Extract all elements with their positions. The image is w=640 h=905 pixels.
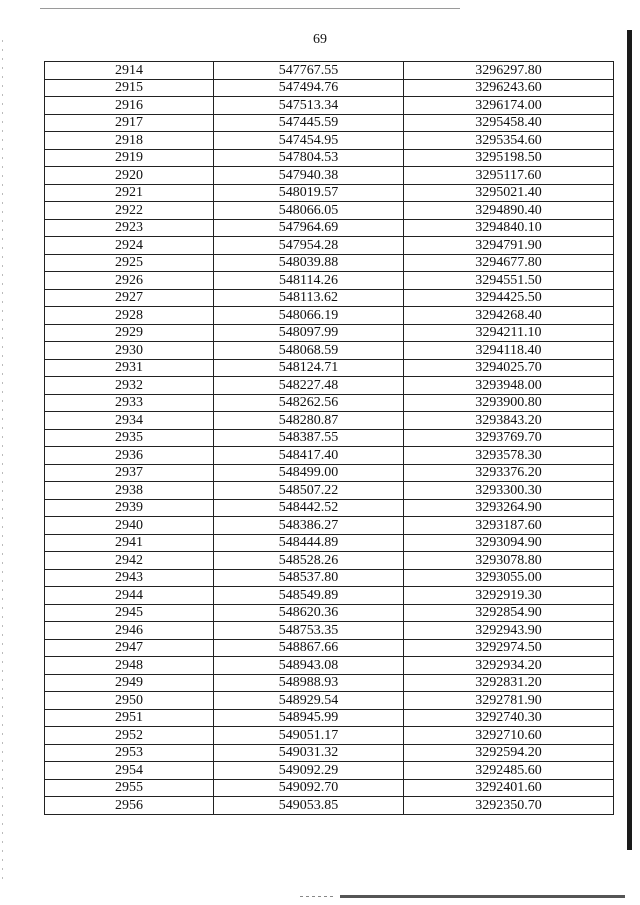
bottom-dots bbox=[300, 896, 336, 897]
coordinates-table bbox=[44, 61, 614, 815]
y-coordinate-cell: 3296243.60 bbox=[404, 79, 614, 97]
table-row bbox=[45, 307, 614, 325]
x-coordinate-cell: 549031.32 bbox=[214, 744, 404, 762]
point-number-cell: 2937 bbox=[45, 464, 214, 482]
x-coordinate-cell: 547454.95 bbox=[214, 132, 404, 150]
table-row bbox=[45, 482, 614, 500]
y-coordinate-cell: 3292740.30 bbox=[404, 709, 614, 727]
x-coordinate-cell: 548444.89 bbox=[214, 534, 404, 552]
x-coordinate-cell: 548124.71 bbox=[214, 359, 404, 377]
table-row bbox=[45, 779, 614, 797]
x-coordinate-cell: 547954.28 bbox=[214, 237, 404, 255]
table-row bbox=[45, 639, 614, 657]
y-coordinate-cell: 3294890.40 bbox=[404, 202, 614, 220]
table-row bbox=[45, 709, 614, 727]
x-coordinate-cell: 548039.88 bbox=[214, 254, 404, 272]
x-coordinate-cell: 547445.59 bbox=[214, 114, 404, 132]
point-number-cell: 2940 bbox=[45, 517, 214, 535]
point-number-cell: 2925 bbox=[45, 254, 214, 272]
table-row bbox=[45, 219, 614, 237]
bottom-rule bbox=[340, 895, 625, 898]
table-row bbox=[45, 569, 614, 587]
x-coordinate-cell: 548386.27 bbox=[214, 517, 404, 535]
x-coordinate-cell: 548528.26 bbox=[214, 552, 404, 570]
x-coordinate-cell: 548114.26 bbox=[214, 272, 404, 290]
coordinates-table-body bbox=[45, 62, 614, 815]
point-number-cell: 2914 bbox=[45, 62, 214, 80]
table-row bbox=[45, 359, 614, 377]
point-number-cell: 2921 bbox=[45, 184, 214, 202]
y-coordinate-cell: 3295458.40 bbox=[404, 114, 614, 132]
x-coordinate-cell: 548943.08 bbox=[214, 657, 404, 675]
table-row bbox=[45, 394, 614, 412]
x-coordinate-cell: 548066.05 bbox=[214, 202, 404, 220]
y-coordinate-cell: 3295021.40 bbox=[404, 184, 614, 202]
point-number-cell: 2917 bbox=[45, 114, 214, 132]
point-number-cell: 2916 bbox=[45, 97, 214, 115]
point-number-cell: 2943 bbox=[45, 569, 214, 587]
y-coordinate-cell: 3292934.20 bbox=[404, 657, 614, 675]
x-coordinate-cell: 548068.59 bbox=[214, 342, 404, 360]
y-coordinate-cell: 3294791.90 bbox=[404, 237, 614, 255]
point-number-cell: 2926 bbox=[45, 272, 214, 290]
y-coordinate-cell: 3294118.40 bbox=[404, 342, 614, 360]
x-coordinate-cell: 548262.56 bbox=[214, 394, 404, 412]
x-coordinate-cell: 548019.57 bbox=[214, 184, 404, 202]
table-row bbox=[45, 289, 614, 307]
table-row bbox=[45, 674, 614, 692]
x-coordinate-cell: 547804.53 bbox=[214, 149, 404, 167]
x-coordinate-cell: 548620.36 bbox=[214, 604, 404, 622]
table-row bbox=[45, 254, 614, 272]
point-number-cell: 2955 bbox=[45, 779, 214, 797]
x-coordinate-cell: 548113.62 bbox=[214, 289, 404, 307]
x-coordinate-cell: 548280.87 bbox=[214, 412, 404, 430]
table-row bbox=[45, 97, 614, 115]
table-row bbox=[45, 377, 614, 395]
table-row bbox=[45, 412, 614, 430]
y-coordinate-cell: 3293843.20 bbox=[404, 412, 614, 430]
table-row bbox=[45, 429, 614, 447]
y-coordinate-cell: 3293900.80 bbox=[404, 394, 614, 412]
table-row bbox=[45, 499, 614, 517]
x-coordinate-cell: 548227.48 bbox=[214, 377, 404, 395]
table-row bbox=[45, 587, 614, 605]
table-row bbox=[45, 114, 614, 132]
point-number-cell: 2920 bbox=[45, 167, 214, 185]
table-row bbox=[45, 552, 614, 570]
x-coordinate-cell: 547940.38 bbox=[214, 167, 404, 185]
table-row bbox=[45, 447, 614, 465]
point-number-cell: 2919 bbox=[45, 149, 214, 167]
point-number-cell: 2923 bbox=[45, 219, 214, 237]
x-coordinate-cell: 548549.89 bbox=[214, 587, 404, 605]
x-coordinate-cell: 548753.35 bbox=[214, 622, 404, 640]
x-coordinate-cell: 548499.00 bbox=[214, 464, 404, 482]
x-coordinate-cell: 549053.85 bbox=[214, 797, 404, 815]
x-coordinate-cell: 549051.17 bbox=[214, 727, 404, 745]
point-number-cell: 2929 bbox=[45, 324, 214, 342]
y-coordinate-cell: 3293769.70 bbox=[404, 429, 614, 447]
point-number-cell: 2953 bbox=[45, 744, 214, 762]
point-number-cell: 2928 bbox=[45, 307, 214, 325]
y-coordinate-cell: 3293376.20 bbox=[404, 464, 614, 482]
x-coordinate-cell: 547513.34 bbox=[214, 97, 404, 115]
point-number-cell: 2945 bbox=[45, 604, 214, 622]
y-coordinate-cell: 3295354.60 bbox=[404, 132, 614, 150]
x-coordinate-cell: 547494.76 bbox=[214, 79, 404, 97]
table-row bbox=[45, 272, 614, 290]
point-number-cell: 2932 bbox=[45, 377, 214, 395]
point-number-cell: 2936 bbox=[45, 447, 214, 465]
table-row bbox=[45, 657, 614, 675]
point-number-cell: 2933 bbox=[45, 394, 214, 412]
point-number-cell: 2950 bbox=[45, 692, 214, 710]
y-coordinate-cell: 3294425.50 bbox=[404, 289, 614, 307]
y-coordinate-cell: 3294268.40 bbox=[404, 307, 614, 325]
point-number-cell: 2927 bbox=[45, 289, 214, 307]
table-row bbox=[45, 342, 614, 360]
x-coordinate-cell: 548387.55 bbox=[214, 429, 404, 447]
point-number-cell: 2935 bbox=[45, 429, 214, 447]
table-row bbox=[45, 149, 614, 167]
point-number-cell: 2915 bbox=[45, 79, 214, 97]
y-coordinate-cell: 3294025.70 bbox=[404, 359, 614, 377]
point-number-cell: 2951 bbox=[45, 709, 214, 727]
y-coordinate-cell: 3292919.30 bbox=[404, 587, 614, 605]
y-coordinate-cell: 3293078.80 bbox=[404, 552, 614, 570]
table-row bbox=[45, 464, 614, 482]
x-coordinate-cell: 548097.99 bbox=[214, 324, 404, 342]
table-row bbox=[45, 797, 614, 815]
x-coordinate-cell: 549092.70 bbox=[214, 779, 404, 797]
y-coordinate-cell: 3293187.60 bbox=[404, 517, 614, 535]
y-coordinate-cell: 3293578.30 bbox=[404, 447, 614, 465]
y-coordinate-cell: 3295198.50 bbox=[404, 149, 614, 167]
point-number-cell: 2941 bbox=[45, 534, 214, 552]
y-coordinate-cell: 3292710.60 bbox=[404, 727, 614, 745]
table-row bbox=[45, 692, 614, 710]
point-number-cell: 2922 bbox=[45, 202, 214, 220]
y-coordinate-cell: 3293948.00 bbox=[404, 377, 614, 395]
x-coordinate-cell: 548417.40 bbox=[214, 447, 404, 465]
y-coordinate-cell: 3292485.60 bbox=[404, 762, 614, 780]
y-coordinate-cell: 3293264.90 bbox=[404, 499, 614, 517]
table-row bbox=[45, 184, 614, 202]
point-number-cell: 2946 bbox=[45, 622, 214, 640]
point-number-cell: 2918 bbox=[45, 132, 214, 150]
y-coordinate-cell: 3294211.10 bbox=[404, 324, 614, 342]
x-coordinate-cell: 549092.29 bbox=[214, 762, 404, 780]
y-coordinate-cell: 3292781.90 bbox=[404, 692, 614, 710]
y-coordinate-cell: 3293300.30 bbox=[404, 482, 614, 500]
x-coordinate-cell: 548442.52 bbox=[214, 499, 404, 517]
point-number-cell: 2938 bbox=[45, 482, 214, 500]
point-number-cell: 2954 bbox=[45, 762, 214, 780]
y-coordinate-cell: 3295117.60 bbox=[404, 167, 614, 185]
point-number-cell: 2952 bbox=[45, 727, 214, 745]
y-coordinate-cell: 3296174.00 bbox=[404, 97, 614, 115]
y-coordinate-cell: 3294551.50 bbox=[404, 272, 614, 290]
left-margin-dots bbox=[2, 40, 3, 880]
point-number-cell: 2931 bbox=[45, 359, 214, 377]
point-number-cell: 2924 bbox=[45, 237, 214, 255]
point-number-cell: 2948 bbox=[45, 657, 214, 675]
x-coordinate-cell: 548507.22 bbox=[214, 482, 404, 500]
page-number: 69 bbox=[313, 32, 327, 47]
table-row bbox=[45, 62, 614, 80]
top-rule bbox=[40, 8, 460, 9]
table-row bbox=[45, 744, 614, 762]
table-row bbox=[45, 237, 614, 255]
table-row bbox=[45, 202, 614, 220]
y-coordinate-cell: 3292831.20 bbox=[404, 674, 614, 692]
x-coordinate-cell: 548945.99 bbox=[214, 709, 404, 727]
x-coordinate-cell: 548929.54 bbox=[214, 692, 404, 710]
point-number-cell: 2949 bbox=[45, 674, 214, 692]
table-row bbox=[45, 79, 614, 97]
point-number-cell: 2930 bbox=[45, 342, 214, 360]
y-coordinate-cell: 3294677.80 bbox=[404, 254, 614, 272]
table-row bbox=[45, 167, 614, 185]
y-coordinate-cell: 3292974.50 bbox=[404, 639, 614, 657]
point-number-cell: 2956 bbox=[45, 797, 214, 815]
y-coordinate-cell: 3292350.70 bbox=[404, 797, 614, 815]
table-row bbox=[45, 132, 614, 150]
x-coordinate-cell: 548988.93 bbox=[214, 674, 404, 692]
y-coordinate-cell: 3293055.00 bbox=[404, 569, 614, 587]
table-row bbox=[45, 727, 614, 745]
x-coordinate-cell: 548537.80 bbox=[214, 569, 404, 587]
table-row bbox=[45, 622, 614, 640]
y-coordinate-cell: 3294840.10 bbox=[404, 219, 614, 237]
y-coordinate-cell: 3296297.80 bbox=[404, 62, 614, 80]
x-coordinate-cell: 547964.69 bbox=[214, 219, 404, 237]
x-coordinate-cell: 548066.19 bbox=[214, 307, 404, 325]
y-coordinate-cell: 3292594.20 bbox=[404, 744, 614, 762]
point-number-cell: 2934 bbox=[45, 412, 214, 430]
x-coordinate-cell: 547767.55 bbox=[214, 62, 404, 80]
y-coordinate-cell: 3292401.60 bbox=[404, 779, 614, 797]
x-coordinate-cell: 548867.66 bbox=[214, 639, 404, 657]
point-number-cell: 2939 bbox=[45, 499, 214, 517]
point-number-cell: 2944 bbox=[45, 587, 214, 605]
y-coordinate-cell: 3292943.90 bbox=[404, 622, 614, 640]
right-edge-bar bbox=[627, 30, 632, 850]
table-row bbox=[45, 604, 614, 622]
table-row bbox=[45, 517, 614, 535]
y-coordinate-cell: 3292854.90 bbox=[404, 604, 614, 622]
table-row bbox=[45, 762, 614, 780]
table-row bbox=[45, 534, 614, 552]
point-number-cell: 2942 bbox=[45, 552, 214, 570]
table-row bbox=[45, 324, 614, 342]
point-number-cell: 2947 bbox=[45, 639, 214, 657]
y-coordinate-cell: 3293094.90 bbox=[404, 534, 614, 552]
